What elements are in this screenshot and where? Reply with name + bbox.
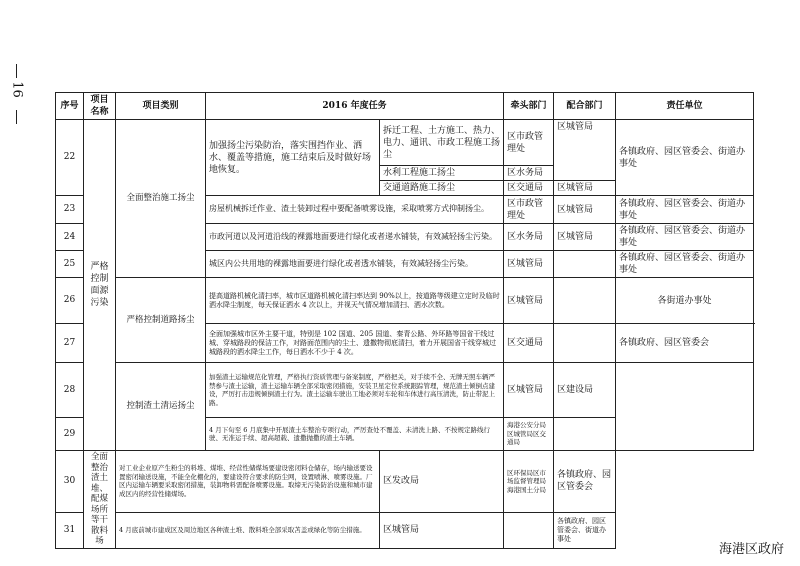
header-category: 项目类别 — [116, 93, 206, 120]
header-coop-dept: 配合部门 — [554, 93, 616, 120]
task-cell: 4 月底前城市建成区及周边地区各种渣土堆、散料堆全部采取苫盖或绿化等防尘措施。 — [116, 512, 380, 548]
page-number-dash-top — [16, 64, 17, 78]
coop-cell — [554, 251, 616, 278]
table-row — [56, 512, 754, 548]
table-row — [56, 451, 754, 513]
seq-cell: 26 — [56, 278, 84, 324]
task-cell: 4 月下旬至 6 月底集中开展渣土车整治专项行动，严厉查处不覆盖、未清洗上路、不按规定路线行驶、无准运手续、超高超载、遗撒抛撒的渣土车辆。 — [206, 418, 504, 451]
lead-cell: 区城管局 — [504, 278, 554, 324]
lead-cell: 区城管局 — [504, 363, 554, 418]
coop-cell: 区环保局区市场监督管理局海港国土分局 — [504, 451, 554, 513]
item-name: 严格控制面源污染 — [90, 262, 109, 308]
responsible-cell: 各街道办事处 — [616, 278, 754, 324]
header-responsible: 责任单位 — [616, 93, 754, 120]
subtask-cell: 交通道路施工扬尘 — [380, 181, 504, 196]
coop-cell — [554, 324, 616, 363]
responsible-cell: 各镇政府、园区管委会、街道办事处 — [616, 196, 754, 224]
lead-cell: 区城管局 — [504, 251, 554, 278]
table-row — [56, 120, 754, 166]
task-cell: 房屋机械拆迁作业、渣土装卸过程中要配备喷雾设施，采取喷雾方式抑制扬尘。 — [206, 196, 504, 224]
category-cell: 严格控制道路扬尘 — [116, 278, 206, 363]
lead-cell: 区水务局 — [504, 166, 554, 181]
seq-cell: 25 — [56, 251, 84, 278]
subtask-cell: 水利工程施工扬尘 — [380, 166, 504, 181]
seq-cell: 28 — [56, 363, 84, 418]
seq-cell: 30 — [56, 451, 84, 513]
seq-cell: 24 — [56, 224, 84, 251]
responsible-cell — [616, 363, 754, 451]
seq-cell: 23 — [56, 196, 84, 224]
task-cell: 提高道路机械化清扫率，城市区道路机械化清扫率达到 90%以上，按道路等级建立定时及临时洒水降尘制度，每天保证洒水 4 次以上，并视天气情况增加清扫、洒水次数。 — [206, 278, 504, 324]
page-number — [6, 58, 28, 128]
header-task: 2016 年度任务 — [206, 93, 504, 120]
responsible-cell: 各镇政府、园区管委会、街道办事处 — [616, 120, 754, 196]
header-lead-dept: 牵头部门 — [504, 93, 554, 120]
seq-cell: 31 — [56, 512, 84, 548]
task-cell: 全面加强城市区外主要干道，特别是 102 国道、205 国道、秦青公路、外环路等国省干线过城、穿城路段的保洁工作，对路面范围内的尘土、遗撒物彻底清扫，着力开展国省干线穿城过城路段的洒水降尘工作，每日洒水不少于 4 次。 — [206, 324, 504, 363]
subtask-cell: 拆迁工程、土方施工、热力、电力、通讯、市政工程施工扬尘 — [380, 120, 504, 166]
coop-cell — [554, 278, 616, 324]
header-seq: 序号 — [56, 93, 84, 120]
task-cell: 市政河道以及河道沿线的裸露地面要进行绿化或者递水铺装，有效减轻扬尘污染。 — [206, 224, 504, 251]
task-cell: 对工业企业原产生粉尘的料堆、煤堆、经营性储煤场要建设密闭料仓储存，场内输送要设置密闭输送设施，不能全化棚化的，要建设符合要求的防尘网，设置喷淋、喷雾设施。厂区内运输车辆要采取密闭措施，装卸物料需配备喷雾设施。取缔无污染防治设施和城市建成区内的经营性储煤场。 — [116, 451, 380, 513]
header-row — [56, 93, 754, 120]
category-cell: 控制渣土清运扬尘 — [116, 363, 206, 451]
lead-cell: 海港公安分局区城管局区交通局 — [504, 418, 554, 451]
category-cell: 全面整治渣土堆、配煤场所等干散料场 — [84, 451, 116, 549]
coop-cell: 区城管局 — [554, 224, 616, 251]
coop-cell — [554, 418, 616, 451]
lead-cell: 区市政管理处 — [504, 120, 554, 166]
lead-cell: 区市政管理处 — [504, 196, 554, 224]
coop-cell: 区城管局 — [554, 196, 616, 224]
lead-cell: 区水务局 — [504, 224, 554, 251]
task-table — [55, 92, 754, 549]
seq-cell: 22 — [56, 120, 84, 196]
coop-cell: 区城管局 — [554, 181, 616, 196]
task-cell: 城区内公共用地的裸露地面要进行绿化或者透水铺装，有效减轻扬尘污染。 — [206, 251, 504, 278]
lead-cell: 区交通局 — [504, 324, 554, 363]
responsible-cell: 各镇政府、园区管委会、街道办事处 — [616, 251, 754, 278]
lead-cell: 区交通局 — [504, 181, 554, 196]
coop-cell: 区建设局 — [554, 363, 616, 418]
task-cell: 加强渣土运输规范化管理，严格执行资质管理与备案制度，严格把关，对手续不全、无牌无照车辆严禁参与渣土运输，渣土运输车辆全部采取密闭措施，安装卫星定位系统跟踪管理，规范渣土倾倒点建设，严厉打击违规倾倒渣土行为。渣土运输车驶出工地必须对车轮和车体进行高压清洗，防止带泥上路。 — [206, 363, 504, 418]
task-cell: 加强扬尘污染防治，落实围挡作业、洒水、覆盖等措施，施工结束后及时做好场地恢复。 — [206, 120, 380, 196]
table-row — [56, 278, 754, 324]
page-number-text: 16 — [9, 81, 25, 98]
responsible-cell: 各镇政府、园区管委会、街道办事处 — [554, 512, 616, 548]
page-number-dash-bottom — [16, 110, 17, 124]
responsible-cell: 各镇政府、园区管委会 — [554, 451, 616, 513]
lead-cell: 区发改局 — [380, 451, 504, 513]
seq-cell: 27 — [56, 324, 84, 363]
lead-cell: 区城管局 — [380, 512, 504, 548]
table-row — [56, 363, 754, 418]
seq-cell: 29 — [56, 418, 84, 451]
category-cell: 全面整治施工扬尘 — [116, 120, 206, 278]
header-item: 项目名称 — [84, 93, 116, 120]
footer-issuer: 海港区政府 — [718, 542, 784, 557]
coop-cell: 区城管局 — [554, 120, 616, 181]
item-name-cell — [84, 120, 116, 451]
responsible-cell: 各镇政府、园区管委会 — [616, 324, 754, 363]
responsible-cell: 各镇政府、园区管委会、街道办事处 — [616, 224, 754, 251]
coop-cell — [504, 512, 554, 548]
